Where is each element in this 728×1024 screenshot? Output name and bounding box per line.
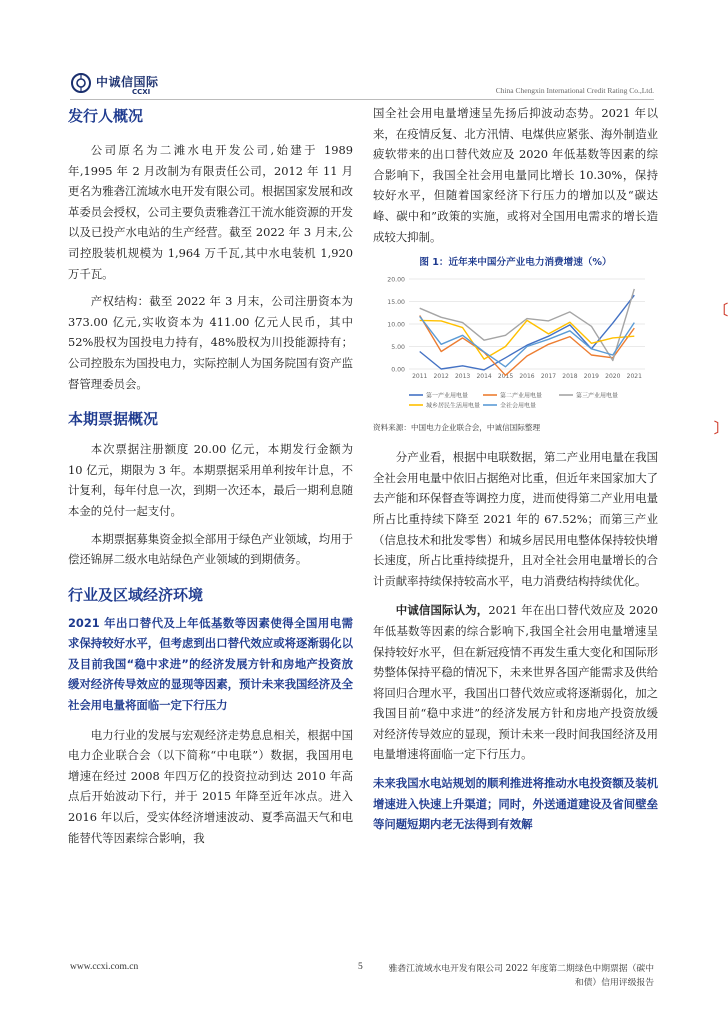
page-header (70, 72, 654, 102)
ccxi-opinion-lead: 中诚信国际认为， (395, 603, 489, 618)
x-tick-label: 2013 (454, 373, 471, 381)
left-column (68, 103, 353, 848)
industry-paragraph-1: 电力行业的发展与宏观经济走势息息相关，根据中国电力企业联合会（以下简称“中电联”）数据，我国用电增速在经过 2008 年四万亿的投资拉动到达 2010 年高点后开始波动下行，并于 2015 年降至近年冰点。进入 2016 年以后，受实体经济增速波动、夏季高温天气和电能替代等因素综合影响，我 (68, 727, 353, 845)
issuer-paragraph-2: 产权结构：截至 2022 年 3 月末，公司注册资本为 373.00 亿元,实收资本为 411.00 亿元人民币，其中 52%股权为国投电力持有，48%股权为川投能源持有；公司控股东为国投电力，实际控制人为国务院国有资产监督管理委员会。 (68, 294, 353, 391)
side-mark-top: 〔 (714, 303, 728, 319)
side-mark-bottom: 〕 (714, 421, 728, 437)
x-tick-label: 2012 (433, 373, 449, 381)
industry-lead-paragraph: 2021 年出口替代及上年低基数等因素使得全国用电需求保持较好水平，但考虑到出口替代效应或将逐渐弱化以及目前我国“稳中求进”的经济发展方针和房地产投资放缓对经济传导效应的显现等因素，预计未来我国经济及全社会用电量将面临一定下行压力 (68, 615, 353, 713)
x-tick-label: 2021 (626, 373, 642, 381)
section-title-industry: 行业及区域经济环境 (68, 585, 204, 604)
x-tick-label: 2011 (412, 373, 428, 381)
company-english-name: China Chengxin International Credit Rating Co.,Ltd. (495, 86, 654, 95)
y-tick-label: 5.00 (391, 344, 405, 352)
footer-report-title: 雅砻江流域水电开发有限公司 2022 年度第二期绿色中期票据（碳中和债）信用评级报告 (388, 964, 654, 988)
figure-1-chart (373, 271, 658, 421)
hydro-lead-paragraph: 未来我国水电站规划的顺利推进将推动水电投资额及装机增速进入快速上升渠道；同时，外送通道建设及省间壁垒等问题短期内老无法得到有效解 (373, 776, 658, 832)
y-tick-label: 20.00 (387, 276, 405, 284)
ccxi-logo-icon (70, 72, 92, 94)
header-divider (70, 99, 654, 100)
issuer-paragraph-1: 公司原名为二滩水电开发公司,始建于 1989 年,1995 年 2 月改制为有限责任公司，2012 年 11 月更名为雅砻江流域水电开发有限公司。根据国家发展和改革委员会授权，公司主要负责雅砻江干流水能资源的开发以及已投产水电站的生产经营。截至 2022 年 3 月末,公司控股装机规模为 1,964 万千瓦,其中水电装机 1,920 万千瓦。 (68, 143, 353, 281)
notes-paragraph-1: 本次票据注册额度 20.00 亿元，本期发行金额为 10 亿元，期限为 3 年。本期票据采用单利按年计息，不计复利，每年付息一次，到期一次还本，最后一期利息随本金的兑付一起支付。 (68, 442, 353, 518)
industry-paragraph-1-continued: 国全社会用电量增速呈先扬后抑波动态势。2021 年以来，在疫情反复、北方汛情、电煤供应紧张、海外制造业疲软带来的出口替代效应及 2020 年低基数等因素的综合影响下，我国全社会用电量同比增长 10.30%，保持较好水平，但随着国家经济下行压力的增加以及“碳达峰、碳中和”政策的实施，或将对全国用电需求的增长造成较大抑制。 (373, 106, 658, 244)
y-tick-label: 15.00 (387, 299, 405, 307)
ccxi-opinion-text: 2021 年在出口替代效应及 2020 年低基数等因素的综合影响下,我国全社会用电量增速呈保持较好水平，但在新冠疫情不再发生重大变化和国际形势整体保持平稳的情况下，未来世界各国产能需求及供给将回归合理水平，我国出口替代效应或将逐渐弱化，加之我国目前“稳中求进”的经济发展方针和房地产投资放缓对经济传导效应的显现，预计未来一段时间我国经济及用电量增速将面临一定下行压力。 (373, 603, 658, 762)
industry-paragraph-3 (373, 600, 658, 765)
logo-chinese-text: 中诚信国际 (96, 75, 159, 89)
industry-paragraph-2: 分产业看，根据中电联数据，第二产业用电量在我国全社会用电量中依旧占据绝对比重，但近年来国家加大了去产能和环保督查等调控力度，进而使得第二产业用电量所占比重持续下降至 2021 年的 67.52%；而第三产业（信息技术和批发零售）和城乡居民用电整体保持较快增长速度，所占比重持续提升，且对全社会用电量增长的合计贡献率持续保持较高水平，电力消费结构持续优化。 (373, 450, 658, 588)
legend-label: 城乡居民生活用电量 (426, 402, 481, 410)
chart-svg (373, 271, 658, 421)
legend-label: 全社会用电量 (500, 402, 537, 410)
y-tick-label: 10.00 (387, 321, 405, 329)
y-tick-label: 0.00 (391, 366, 405, 374)
notes-paragraph-2: 本期票据募集资金拟全部用于绿色产业领域，均用于偿还锦屏二级水电站绿色产业领域的到期债务。 (68, 531, 353, 567)
legend-label: 第二产业用电量 (500, 392, 543, 400)
x-tick-label: 2014 (476, 373, 492, 381)
x-tick-label: 2016 (519, 373, 535, 381)
x-tick-label: 2015 (497, 373, 514, 381)
section-title-issuer: 发行人概况 (68, 107, 144, 125)
ccxi-logo (70, 72, 200, 100)
figure-1-source: 资料来源：中国电力企业联合会，中诚信国际整理 (373, 423, 541, 433)
section-title-notes: 本期票据概况 (68, 410, 159, 429)
series-line (420, 295, 635, 370)
legend-label: 第三产业用电量 (576, 392, 619, 400)
figure-1-title: 图 1：近年来中国分产业电力消费增速（%） (419, 257, 612, 269)
x-tick-label: 2018 (562, 373, 578, 381)
right-column (373, 103, 658, 835)
footer-url: www.ccxi.com.cn (70, 962, 139, 972)
page-number: 5 (358, 962, 363, 972)
x-tick-label: 2020 (605, 373, 621, 381)
logo-english-text: CCXI (132, 88, 151, 96)
x-tick-label: 2019 (583, 373, 600, 381)
legend-label: 第一产业用电量 (426, 392, 469, 400)
x-tick-label: 2017 (540, 373, 557, 381)
